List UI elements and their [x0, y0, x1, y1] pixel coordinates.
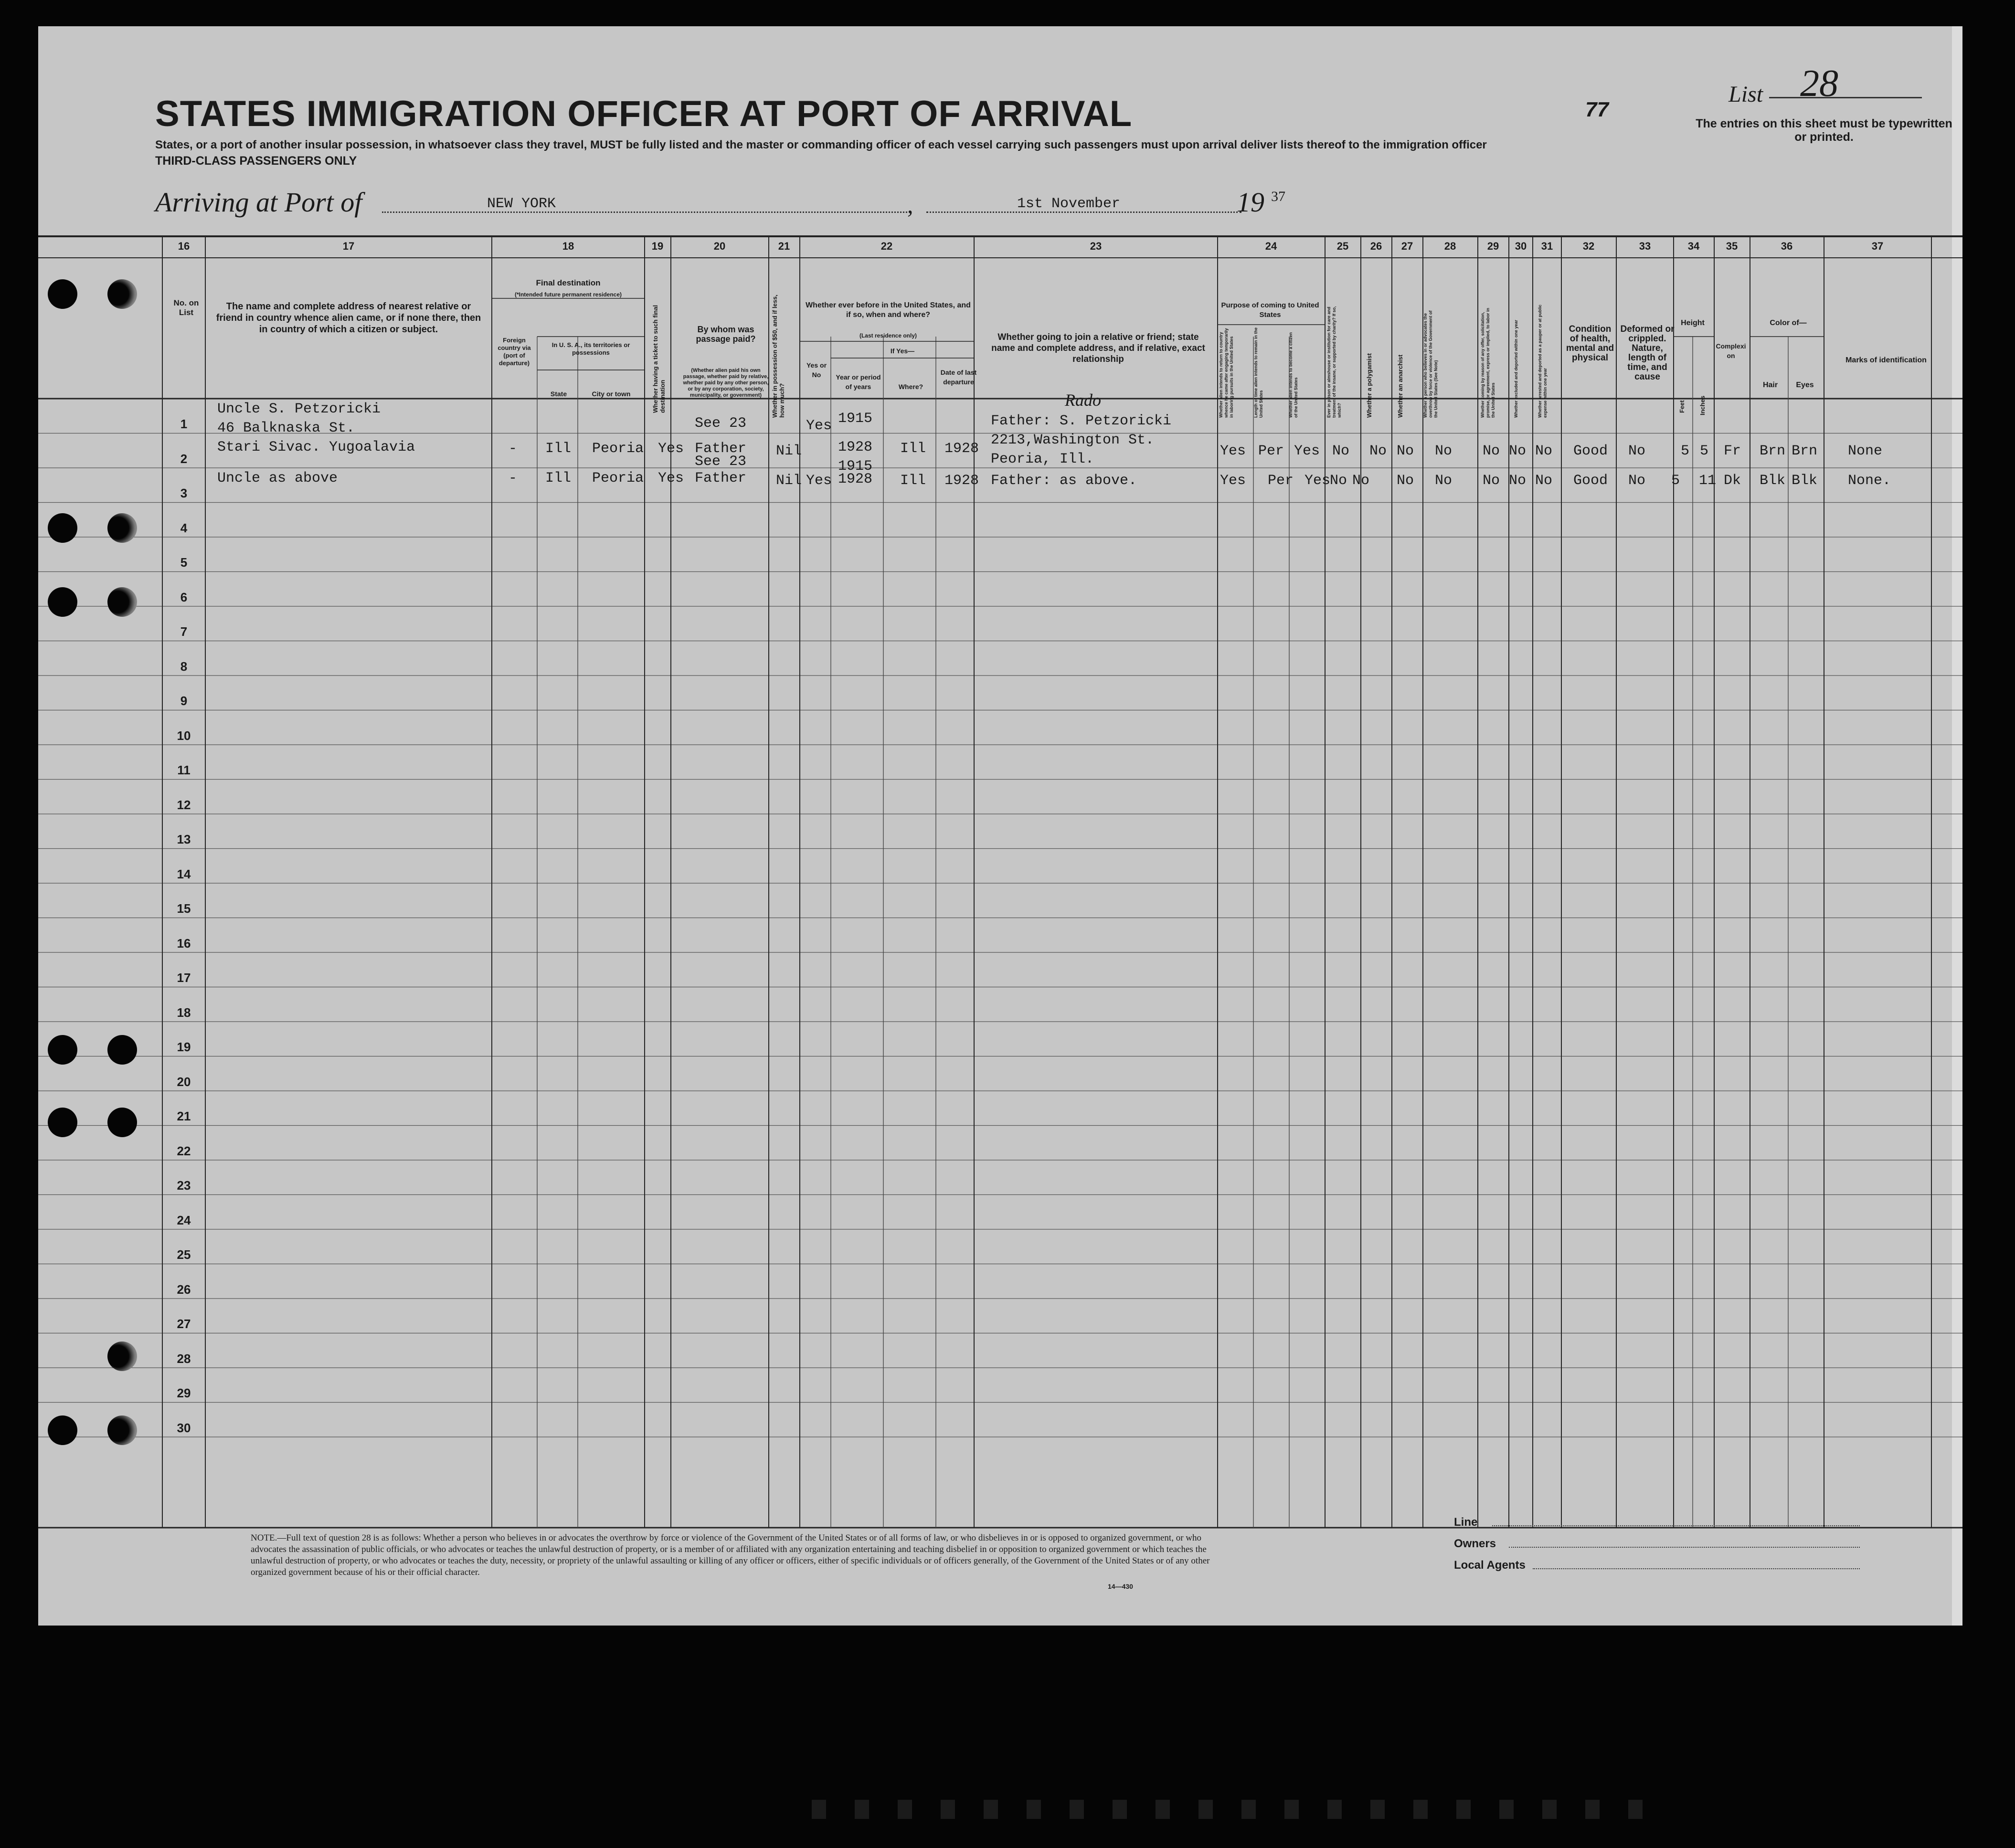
row-number: 29 [177, 1386, 191, 1401]
header-purpose-citizen: Whether alien intends to become a citizen of the United States [1288, 332, 1298, 418]
row2-complexion: Dk [1724, 473, 1741, 489]
binder-hole [107, 513, 137, 543]
row-number: 10 [177, 728, 191, 743]
header-purpose-length: Length of time alien intends to remain in the United States [1253, 327, 1263, 418]
row1-join-line1: Father: S. Petzoricki [991, 413, 1172, 429]
header-polygamist: Whether a polygamist [1366, 353, 1373, 418]
row-number: 13 [177, 832, 191, 847]
binder-hole [107, 1415, 137, 1445]
column-number: 36 [1781, 240, 1793, 252]
row-number: 2 [180, 451, 188, 466]
header-city: City or town [592, 390, 631, 398]
row-number: 28 [177, 1351, 191, 1366]
header-height: Height [1681, 319, 1705, 327]
entries-note: The entries on this sheet must be typewritten or printed. [1696, 117, 1952, 144]
row2-paid-by: Father [695, 470, 747, 486]
row1-before: Yes [806, 418, 832, 434]
header-excluded: Whether excluded and deported within one year [1514, 319, 1518, 418]
row2-feet: 5 [1671, 473, 1680, 489]
header-year-period: Year or period of years [836, 373, 881, 391]
header-health: Condition of health, mental and physical [1566, 324, 1614, 363]
column-number: 37 [1871, 240, 1884, 252]
binder-hole [48, 279, 77, 309]
row2-health: Good [1573, 473, 1608, 489]
manifest-sheet [38, 26, 1962, 1626]
header-complexion: Complexion [1716, 342, 1746, 359]
row2-paid-note: See 23 [695, 454, 747, 470]
row1-city: Peoria [592, 441, 644, 457]
row1-marks: None [1848, 443, 1883, 459]
sheet-mark: 77 [1585, 98, 1609, 121]
row-number: 9 [180, 694, 188, 708]
row2-prison: No [1330, 473, 1347, 489]
header-yes-no: Yes or No [806, 361, 827, 379]
row2-before: Yes [806, 473, 832, 489]
column-number: 24 [1265, 240, 1277, 252]
row-number: 12 [177, 797, 191, 812]
header-labor-offer: Whether coming by reason of any offer, solicitation, promise, or agreement, express or implied, to labor in the United States [1480, 307, 1495, 418]
header-paid-by: By whom was passage paid? [696, 325, 756, 344]
row2-excluded: No [1509, 473, 1527, 489]
column-number: 35 [1726, 240, 1738, 252]
row1-citizen: Yes [1294, 443, 1320, 459]
row-number: 16 [177, 936, 191, 950]
row2-deported: No [1535, 473, 1553, 489]
header-no-on-list: No. on List [173, 298, 199, 317]
column-number: 31 [1541, 240, 1553, 252]
row2-polygamist: No [1352, 473, 1370, 489]
row1-length: Per [1258, 443, 1284, 459]
row-number: 19 [177, 1040, 191, 1055]
row2-marks: None. [1848, 473, 1891, 489]
column-number: 26 [1370, 240, 1382, 252]
row1-paid-note: See 23 [695, 415, 747, 432]
row1-deformed: No [1628, 443, 1646, 459]
row2-length: Per [1268, 473, 1294, 489]
row-number: 11 [177, 763, 191, 778]
row-number: 14 [177, 866, 191, 881]
row2-citizen: Yes [1304, 473, 1331, 489]
row1-money: Nil [776, 443, 802, 459]
header-ticket: Whether having a ticket to such final destination [652, 305, 666, 413]
column-number: 17 [342, 240, 355, 252]
list-number: 28 [1800, 63, 1838, 105]
column-number: 25 [1336, 240, 1349, 252]
arriving-label: Arriving at Port of [155, 187, 362, 218]
row-number: 18 [177, 1005, 191, 1020]
footer-line-field [1492, 1525, 1860, 1526]
row1-deported: No [1535, 443, 1553, 459]
row-number: 5 [180, 555, 188, 570]
row2-deformed: No [1628, 473, 1646, 489]
row-number: 7 [180, 624, 188, 639]
row-number: 8 [180, 659, 188, 674]
row-number: 1 [180, 417, 188, 432]
column-number: 23 [1090, 240, 1102, 252]
column-number: 21 [778, 240, 790, 252]
header-eyes: Eyes [1796, 381, 1814, 389]
binder-hole [107, 279, 137, 309]
header-where: Where? [898, 383, 923, 391]
year-prefix: 19 [1237, 187, 1264, 218]
footer-owners-field [1509, 1547, 1860, 1548]
year-suffix: 37 [1271, 189, 1285, 204]
footer-agents-field [1533, 1568, 1860, 1569]
row-number: 21 [177, 1109, 191, 1124]
comma: , [907, 191, 913, 218]
page-title: STATES IMMIGRATION OFFICER AT PORT OF ARRIVAL [155, 94, 1133, 134]
row1-prison: No [1332, 443, 1350, 459]
column-number: 20 [713, 240, 726, 252]
row1-anarchist: No [1397, 443, 1414, 459]
row1-complexion: Fr [1724, 443, 1741, 459]
footer-owners-label: Owners [1454, 1537, 1496, 1550]
row1-inches: 5 [1700, 443, 1709, 459]
column-number: 19 [651, 240, 664, 252]
row1-last-departure: 1928 [944, 441, 979, 457]
binder-hole [48, 513, 77, 543]
row1-labor: No [1483, 443, 1500, 459]
header-last-departure: Date of last departure [940, 369, 977, 386]
row-number: 3 [180, 486, 188, 501]
header-before-in-us: Whether ever before in the United States, and if so, when and where? [806, 301, 971, 319]
row2-where: Ill [900, 473, 926, 489]
column-number: 16 [178, 240, 190, 252]
table-grid [38, 26, 1962, 1626]
header-feet: Feet [1678, 400, 1686, 413]
row2-anarchist: No [1397, 473, 1414, 489]
row1-ticket: Yes [658, 441, 684, 457]
binder-hole [48, 587, 77, 617]
row2-ticket: Yes [658, 470, 684, 486]
form-number: 14—430 [1108, 1583, 1133, 1590]
row2-last-departure: 1928 [944, 473, 979, 489]
list-label: List [1729, 82, 1763, 107]
row-number: 20 [177, 1074, 191, 1089]
column-number: 27 [1401, 240, 1413, 252]
binder-hole [48, 1108, 77, 1137]
row2-overthrow: No [1435, 473, 1453, 489]
row1-where: Ill [900, 441, 926, 457]
row1-polygamist: No [1369, 443, 1387, 459]
row-number: 6 [180, 590, 188, 604]
binder-hole [107, 1341, 137, 1371]
column-number: 30 [1515, 240, 1527, 252]
row-number: 26 [177, 1282, 191, 1297]
column-number: 28 [1444, 240, 1456, 252]
row-number: 23 [177, 1178, 191, 1193]
row-number: 17 [177, 971, 191, 985]
binder-hole [48, 1035, 77, 1065]
header-before-in-us-sub: (Last residence only) [859, 332, 917, 339]
row2-eyes: Blk [1792, 473, 1818, 489]
header-overthrow: Whether a person who believes in or advocates the overthrow by force or violence of the Government of the United States (See Note) [1423, 310, 1438, 418]
header-anarchist: Whether an anarchist [1397, 354, 1404, 418]
row1-excluded: No [1509, 443, 1527, 459]
row1-join-line3: Peoria, Ill. [991, 451, 1094, 467]
row1-relative-line3: Stari Sivac. Yugoalavia [217, 439, 415, 455]
row1-state: Ill [545, 441, 572, 457]
row-number: 30 [177, 1420, 191, 1435]
row-number: 27 [177, 1317, 191, 1331]
header-marks: Marks of identification [1845, 356, 1927, 364]
header-inches: Inches [1699, 395, 1706, 415]
footer-agents-label: Local Agents [1454, 1559, 1526, 1572]
header-prison: Ever in prison or almshouse or institution for care and treatment of the insane, or supported by charity? If so, which? [1326, 306, 1342, 418]
row1-join-handwritten: Rado [1065, 391, 1101, 410]
row2-join-line1: Father: as above. [991, 473, 1137, 489]
row-number: 15 [177, 901, 191, 916]
row1-relative-line1: Uncle S. Petzoricki [217, 401, 381, 417]
row2-city: Peoria [592, 470, 644, 486]
footer-note: NOTE.—Full text of question 28 is as follows: Whether a person who believes in or advocates the overthrow by force or violence of the Government of the United States or of all forms of law, or who disbelieves in or is opposed to organized government, or who advocates the assassination of public officials, or who advocates or teaches the unlawful destruction of property, or is a member of or affiliated with any organization entertaining and teaching disbelief in or opposition to organized government or which teaches the unlawful destruction of property, or who advocates or teaches the duty, necessity, or propriety of the unlawful assaulting or killing of any officer or officers, either of specific individuals or of officers generally, of the Government of the United States or of any other organized government because of his or their official character. [251, 1533, 1210, 1577]
row2-relative-line1: Uncle as above [217, 470, 338, 486]
column-number: 22 [880, 240, 893, 252]
row2-state: Ill [545, 470, 572, 486]
row1-overthrow: No [1435, 443, 1453, 459]
row-number: 24 [177, 1213, 191, 1227]
row1-paid-by: Father [695, 441, 747, 457]
row2-money: Nil [776, 473, 802, 489]
column-number: 32 [1582, 240, 1595, 252]
subtitle-line-2: THIRD-CLASS PASSENGERS ONLY [155, 154, 357, 168]
row1-return: Yes [1220, 443, 1246, 459]
header-deformed: Deformed or crippled. Nature, length of time, and cause [1620, 324, 1675, 382]
row1-year-from: 1915 [838, 411, 873, 427]
row1-hair: Brn [1760, 443, 1786, 459]
header-final-destination-sub: (*Intended future permanent residence) [514, 291, 622, 298]
row2-labor: No [1483, 473, 1500, 489]
binder-hole [48, 1415, 77, 1445]
header-final-destination: Final destination [536, 278, 601, 287]
row2-year-from: 1915 [838, 458, 873, 475]
row-number: 4 [180, 520, 188, 535]
row1-eyes: Brn [1792, 443, 1818, 459]
header-purpose: Purpose of coming to United States [1221, 301, 1319, 319]
row2-inches: 11 [1699, 473, 1717, 489]
row2-hair: Blk [1760, 473, 1786, 489]
film-edge-strip [812, 1800, 1671, 1819]
header-color-of: Color of— [1770, 319, 1807, 327]
header-purpose-return: Whether alien intends to return to country whence he came after engaging temporarily in laboring pursuits in the United States [1219, 328, 1234, 418]
header-if-yes: If Yes— [890, 347, 915, 355]
header-in-usa: In U. S. A., its territories or possessions [551, 341, 630, 356]
header-deported: Whether arrested and deported as a pauper or at public expense within one year [1538, 304, 1548, 418]
binder-hole [107, 587, 137, 617]
header-state: State [550, 390, 567, 398]
row1-health: Good [1573, 443, 1608, 459]
port-value: NEW YORK [487, 196, 556, 212]
column-number: 34 [1687, 240, 1700, 252]
binder-hole [107, 1035, 137, 1065]
row1-year-to: 1928 [838, 439, 873, 455]
row2-foreign-via: - [509, 470, 518, 486]
header-paid-by-sub: (Whether alien paid his own passage, whether paid by relative, whether paid by any other person, or by any corporation, society, municipality, or government) [683, 368, 769, 398]
row1-feet: 5 [1681, 443, 1690, 459]
header-hair: Hair [1762, 381, 1778, 389]
binder-hole [107, 1108, 137, 1137]
row-number: 25 [177, 1247, 191, 1262]
row2-return: Yes [1220, 473, 1246, 489]
column-number: 33 [1639, 240, 1651, 252]
header-money: Whether in possession of $50, and if less, how much? [771, 295, 785, 418]
column-number: 29 [1487, 240, 1499, 252]
row1-join-line2: 2213,Washington St. [991, 432, 1155, 448]
header-join-relative: Whether going to join a relative or friend; state name and complete address, and if relative, exact relationship [991, 332, 1205, 364]
column-number: 18 [562, 240, 574, 252]
header-foreign-via: Foreign country via (port of departure) [498, 337, 531, 367]
row-number: 22 [177, 1143, 191, 1158]
row1-foreign-via: - [509, 441, 518, 457]
subtitle-line-1: States, or a port of another insular possession, in whatsoever class they travel, MUST be fully listed and the master or commanding officer of each vessel carrying such passengers must upon arrival deliver lists thereof to the immigration officer [155, 138, 1487, 151]
row1-relative-line2: 46 Balknaska St. [217, 420, 355, 436]
header-relative-address: The name and complete address of nearest relative or friend in country whence alien came, or if none there, then in country of which a citizen or subject. [216, 301, 481, 335]
date-value: 1st November [1017, 196, 1121, 212]
footer-line-label: Line [1454, 1516, 1478, 1529]
row2-year-to: 1928 [838, 471, 873, 487]
